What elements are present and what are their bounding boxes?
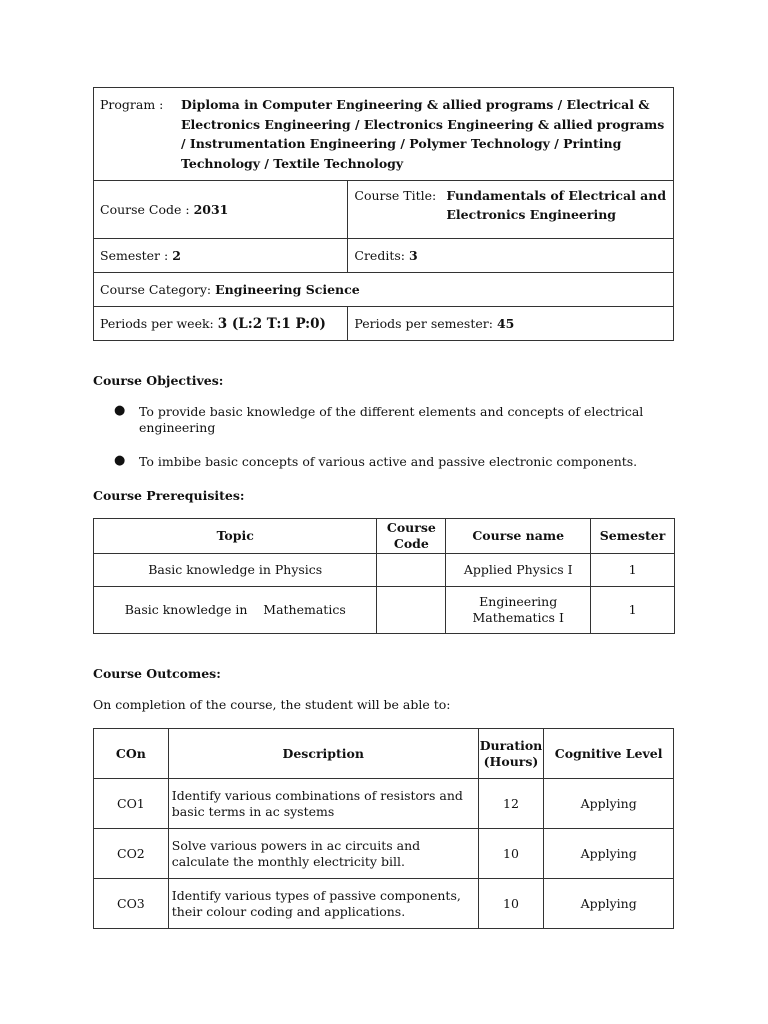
bullet-icon: ● [114, 403, 126, 418]
semester-label: Semester : [100, 248, 169, 263]
table-row [94, 779, 674, 829]
description-cell: Solve various powers in ac circuits and calculate the monthly electricity bill. [168, 829, 478, 879]
program-cell [94, 88, 674, 181]
prerequisites-heading: Course Prerequisites: [93, 488, 245, 503]
duration-cell: 10 [478, 829, 544, 879]
column-header: Cognitive Level [544, 729, 674, 779]
category-cell [94, 273, 674, 307]
course-title-value: Fundamentals of Electrical and Electronics Engineering [446, 188, 667, 222]
outcomes-intro: On completion of the course, the student will be able to: [93, 697, 451, 712]
periods-week-cell [94, 307, 348, 341]
co-cell: CO3 [94, 879, 169, 929]
program-label: Program : [100, 97, 164, 112]
table-row [94, 829, 674, 879]
periods-week-value: 3 (L:2 T:1 P:0) [217, 315, 326, 332]
credits-value: 3 [408, 248, 418, 263]
course-code-label: Course Code : [100, 202, 190, 217]
semester-cell: 1 [591, 587, 675, 634]
co-cell: CO2 [94, 829, 169, 879]
course-title-label: Course Title: [354, 188, 437, 203]
column-header: Course Code [377, 519, 446, 554]
credits-cell [348, 239, 674, 273]
column-header: Course name [446, 519, 591, 554]
category-label: Course Category: [100, 282, 212, 297]
code-cell [377, 554, 446, 587]
column-header: Semester [591, 519, 675, 554]
outcomes-heading: Course Outcomes: [93, 666, 221, 681]
table-row [94, 879, 674, 929]
periods-week-label: Periods per week: [100, 315, 214, 331]
co-cell: CO1 [94, 779, 169, 829]
course-title-cell [348, 181, 674, 239]
objectives-heading: Course Objectives: [93, 373, 224, 388]
periods-sem-value: 45 [496, 316, 515, 331]
objective-text: To provide basic knowledge of the different elements and concepts of electrical engineering [139, 404, 644, 435]
course-info-table [93, 87, 674, 341]
prerequisites-table [93, 518, 675, 634]
course-name-cell: Applied Physics I [446, 554, 591, 587]
topic-cell: Basic knowledge in Mathematics [94, 587, 377, 634]
program-value: Diploma in Computer Engineering & allied programs / Electrical & Electronics Engineering / Electronics Engineering & allied programs / Instrumentation Engineering / Polymer Technology / Printing Technology / Textile Technology [181, 97, 665, 171]
cognitive-level-cell: Applying [544, 879, 674, 929]
column-header: Topic [94, 519, 377, 554]
duration-cell: 12 [478, 779, 544, 829]
credits-label: Credits: [354, 248, 405, 263]
cognitive-level-cell: Applying [544, 779, 674, 829]
objective-text: To imbibe basic concepts of various active and passive electronic components. [139, 454, 638, 469]
code-cell [377, 587, 446, 634]
course-name-cell: Engineering Mathematics I [446, 587, 591, 634]
column-header: COn [94, 729, 169, 779]
semester-value: 2 [172, 248, 181, 263]
outcomes-table [93, 728, 674, 929]
periods-sem-cell [348, 307, 674, 341]
topic-cell: Basic knowledge in Physics [94, 554, 377, 587]
semester-cell [94, 239, 348, 273]
course-code-value: 2031 [193, 202, 229, 217]
duration-cell: 10 [478, 879, 544, 929]
column-header: Duration (Hours) [478, 729, 544, 779]
table-row [94, 554, 675, 587]
bullet-icon: ● [114, 453, 126, 468]
column-header: Description [168, 729, 478, 779]
description-cell: Identify various types of passive components, their colour coding and applications. [168, 879, 478, 929]
course-code-cell [94, 181, 348, 239]
table-row [94, 587, 675, 634]
cognitive-level-cell: Applying [544, 829, 674, 879]
periods-sem-label: Periods per semester: [354, 316, 493, 331]
category-value: Engineering Science [215, 282, 360, 297]
semester-cell: 1 [591, 554, 675, 587]
description-cell: Identify various combinations of resistors and basic terms in ac systems [168, 779, 478, 829]
